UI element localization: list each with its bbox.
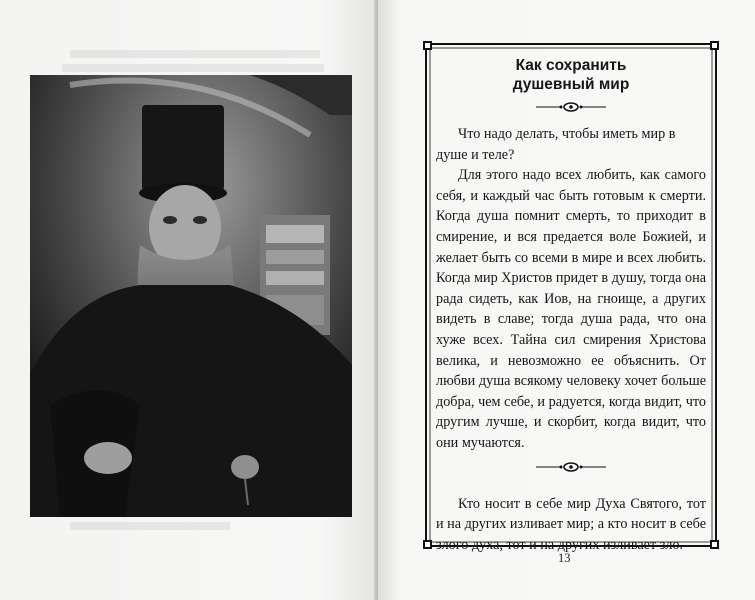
title-line-2: душевный мир	[512, 76, 630, 93]
question-paragraph: Что надо делать, чтобы иметь мир в душе и теле?	[436, 126, 676, 163]
article-title	[430, 56, 712, 94]
ornament-divider-icon	[430, 460, 712, 474]
right-page-number: 13	[558, 551, 571, 565]
answer-paragraph: Для этого надо всех любить, как самого себя, и каждый час быть готовым к смерти. Когда душа помнит смерть, то приходит в смирение, и вся предается воле Божией, и желает быть со всеми в мире и всех любить. Когда мир Христов придет в душу, тогда она рада сидеть, как Иов, на гноище, а других видеть в славе; тогда душа рада, что она хуже всех. Тайна сил смирения Христова велика, и невозможно ее объяснить. От любви душа всякому человеку хочет больше добра, чем себе, и радуется, когда видит, что другим лучше, и скорбит, когда видит, что они мучаются.	[436, 167, 706, 451]
ornament-divider-icon	[430, 100, 712, 114]
bleed-through-line	[62, 64, 324, 72]
elder-photograph	[30, 75, 352, 517]
bleed-through-line	[70, 522, 230, 530]
closing-paragraph: Кто носит в себе мир Духа Святого, тот и на других изливает мир; а кто носит в себе злого духа, тот и на других изливает зло.	[436, 495, 706, 553]
title-line-1: Как сохранить	[515, 57, 627, 74]
bleed-through-line	[70, 50, 320, 58]
article	[430, 54, 712, 553]
left-page	[0, 0, 376, 600]
